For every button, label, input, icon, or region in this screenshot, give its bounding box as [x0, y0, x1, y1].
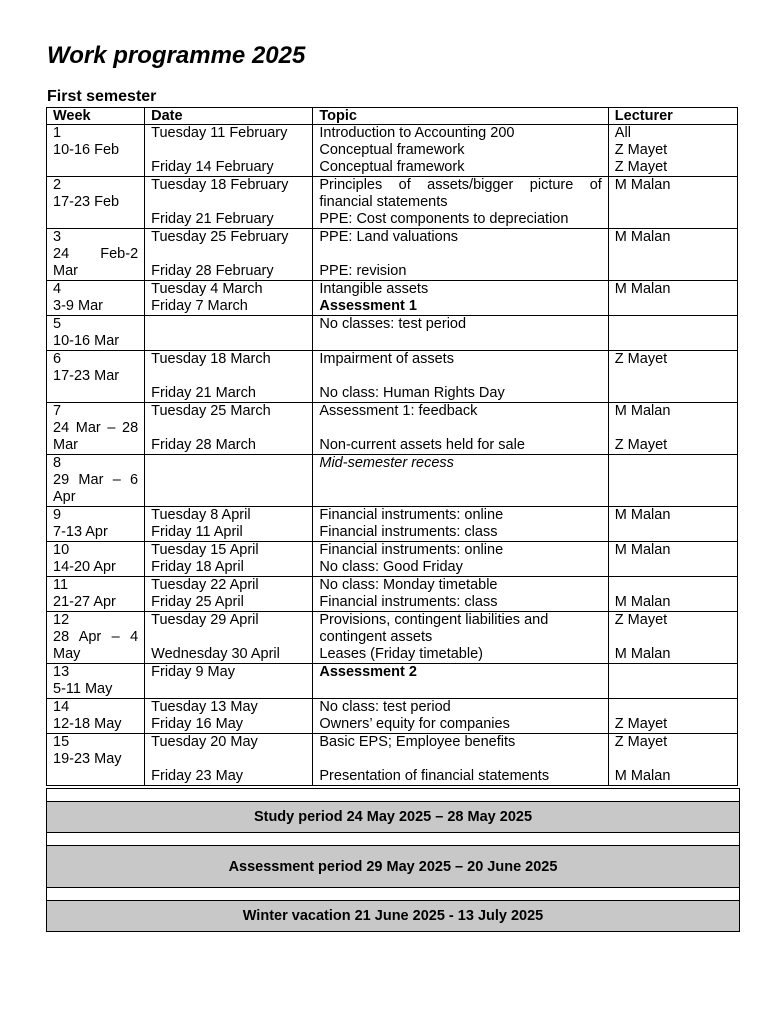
assessment-period: Assessment period 29 May 2025 – 20 June 2025: [47, 846, 740, 888]
date-line: Friday 21 March: [151, 385, 256, 401]
cell-lecturer: [608, 403, 737, 455]
date-line: Tuesday 18 February: [151, 177, 289, 193]
date-line: [151, 629, 306, 646]
table-row: [47, 664, 738, 699]
lecturer-line: [615, 559, 731, 576]
cell-date: [145, 281, 313, 316]
lecturer-line: [615, 194, 731, 211]
cell-week: [47, 316, 145, 351]
topic-line: Basic EPS; Employee benefits: [319, 734, 516, 750]
date-line: Friday 9 May: [151, 664, 235, 680]
lecturer-line: [615, 368, 731, 385]
week-line: 24 Mar – 28: [53, 420, 139, 436]
cell-topic: [313, 455, 608, 507]
date-line: [151, 681, 306, 698]
cell-week: [47, 455, 145, 507]
lecturer-line: [615, 751, 731, 768]
topic-line: PPE: Land valuations: [319, 229, 459, 245]
cell-lecturer: [608, 316, 737, 351]
cell-date: [145, 229, 313, 281]
table-row: [47, 281, 738, 316]
lecturer-line: M Malan: [614, 177, 671, 193]
topic-line: [319, 681, 601, 698]
lecturer-line: Z Mayet: [614, 716, 668, 732]
week-line: 12-18 May: [53, 716, 122, 732]
cell-date: [145, 577, 313, 612]
lecturer-line: Z Mayet: [614, 159, 668, 175]
date-line: [151, 333, 306, 350]
table-row: [47, 699, 738, 734]
week-line: 2: [53, 177, 62, 193]
week-line: 7-13 Apr: [53, 524, 108, 540]
week-line: Mar: [53, 263, 78, 279]
date-line: Tuesday 4 March: [151, 281, 263, 297]
date-line: [151, 472, 306, 489]
week-line: 17-23 Feb: [53, 194, 120, 210]
week-line: [53, 385, 138, 402]
week-line: Apr: [53, 489, 76, 505]
table-header-row: [47, 108, 738, 125]
header-week: Week: [47, 108, 145, 125]
cell-week: [47, 542, 145, 577]
cell-topic: [313, 403, 608, 455]
topic-line: Assessment 1: feedback: [319, 403, 478, 419]
spacer-cell: [47, 888, 740, 901]
week-line: 6: [53, 351, 62, 367]
winter-vacation-row: [47, 901, 740, 932]
lecturer-line: [615, 472, 731, 489]
date-line: Friday 25 April: [151, 594, 244, 610]
week-line: 17-23 Mar: [53, 368, 120, 384]
lecturer-line: [615, 298, 731, 315]
lecturer-line: [615, 577, 731, 594]
date-line: Tuesday 11 February: [151, 125, 288, 141]
date-line: [151, 142, 306, 159]
cell-lecturer: [608, 699, 737, 734]
lecturer-line: [615, 211, 731, 228]
cell-date: [145, 664, 313, 699]
cell-topic: [313, 734, 608, 786]
topic-line: [319, 246, 601, 263]
cell-lecturer: [608, 734, 737, 786]
date-line: Tuesday 8 April: [151, 507, 251, 523]
topic-line: [319, 489, 601, 506]
lecturer-line: M Malan: [614, 646, 671, 662]
topic-line: [319, 368, 601, 385]
table-row: [47, 177, 738, 229]
date-line: Friday 23 May: [151, 768, 244, 784]
topic-line: Assessment 2: [319, 664, 417, 680]
date-line: Friday 16 May: [151, 716, 244, 732]
cell-date: [145, 612, 313, 664]
cell-date: [145, 125, 313, 177]
lecturer-line: All: [614, 125, 631, 141]
cell-week: [47, 577, 145, 612]
cell-week: [47, 281, 145, 316]
date-line: [151, 489, 306, 506]
table-row: [47, 316, 738, 351]
lecturer-line: M Malan: [614, 768, 671, 784]
cell-date: [145, 316, 313, 351]
lecturer-line: [615, 664, 731, 681]
table-row: [47, 229, 738, 281]
cell-week: [47, 507, 145, 542]
topic-line: PPE: Cost components to depreciation: [319, 211, 569, 227]
cell-topic: [313, 699, 608, 734]
lecturer-line: [615, 455, 731, 472]
lecturer-line: [615, 681, 731, 698]
cell-date: [145, 734, 313, 786]
lecturer-line: [615, 489, 731, 506]
cell-date: [145, 177, 313, 229]
week-line: 15: [53, 734, 70, 750]
lecturer-line: [615, 699, 731, 716]
cell-topic: [313, 229, 608, 281]
header-lecturer: Lecturer: [608, 108, 737, 125]
cell-lecturer: [608, 507, 737, 542]
periods-table: [46, 788, 740, 932]
cell-week: [47, 229, 145, 281]
week-line: 29 Mar – 6: [53, 472, 139, 488]
header-topic: Topic: [313, 108, 608, 125]
topic-line: Conceptual framework: [319, 142, 465, 158]
cell-topic: [313, 177, 608, 229]
date-line: Friday 21 February: [151, 211, 274, 227]
cell-lecturer: [608, 177, 737, 229]
topic-line: No class: Monday timetable: [319, 577, 498, 593]
week-line: 19-23 May: [53, 751, 122, 767]
lecturer-line: [615, 524, 731, 541]
cell-date: [145, 507, 313, 542]
cell-topic: [313, 577, 608, 612]
cell-week: [47, 734, 145, 786]
date-line: Tuesday 25 March: [151, 403, 271, 419]
date-line: Friday 28 February: [151, 263, 274, 279]
winter-vacation: Winter vacation 21 June 2025 - 13 July 2025: [47, 901, 740, 932]
date-line: [151, 751, 306, 768]
topic-line: Owners’ equity for companies: [319, 716, 510, 732]
table-row: [47, 577, 738, 612]
date-line: Friday 7 March: [151, 298, 248, 314]
week-line: 12: [53, 612, 70, 628]
lecturer-line: [615, 333, 731, 350]
cell-lecturer: [608, 612, 737, 664]
date-line: [151, 420, 306, 437]
week-line: 10: [53, 542, 70, 558]
week-line: [53, 768, 138, 785]
topic-line: Introduction to Accounting 200: [319, 125, 515, 141]
lecturer-line: Z Mayet: [614, 351, 668, 367]
topic-line: Mid-semester recess: [319, 455, 454, 471]
lecturer-line: [615, 316, 731, 333]
lecturer-line: [615, 420, 731, 437]
week-line: 10-16 Mar: [53, 333, 120, 349]
lecturer-line: [615, 263, 731, 280]
spacer-cell: [47, 833, 740, 846]
lecturer-line: Z Mayet: [614, 734, 668, 750]
date-line: Tuesday 22 April: [151, 577, 259, 593]
topic-line: Non-current assets held for sale: [319, 437, 525, 453]
table-row: [47, 734, 738, 786]
date-line: [151, 368, 306, 385]
table-row: [47, 403, 738, 455]
cell-lecturer: [608, 281, 737, 316]
cell-topic: [313, 125, 608, 177]
topic-line: No classes: test period: [319, 316, 467, 332]
topic-line: Financial instruments: online: [319, 507, 504, 523]
topic-line: Financial instruments: online: [319, 542, 504, 558]
week-line: 9: [53, 507, 62, 523]
topic-line: [319, 751, 601, 768]
cell-lecturer: [608, 664, 737, 699]
topic-line: No class: Good Friday: [319, 559, 463, 575]
week-line: 11: [53, 577, 69, 593]
topic-line: Financial instruments: class: [319, 594, 498, 610]
spacer-row: [47, 888, 740, 901]
week-line: 8: [53, 455, 62, 471]
cell-date: [145, 351, 313, 403]
lecturer-line: Z Mayet: [614, 142, 668, 158]
week-line: 5: [53, 316, 62, 332]
date-line: Friday 28 March: [151, 437, 256, 453]
lecturer-line: M Malan: [614, 281, 671, 297]
cell-lecturer: [608, 229, 737, 281]
cell-date: [145, 403, 313, 455]
topic-line: Leases (Friday timetable): [319, 646, 483, 662]
week-line: [53, 159, 138, 176]
date-line: Friday 18 April: [151, 559, 244, 575]
lecturer-line: [615, 629, 731, 646]
week-line: 1: [53, 125, 62, 141]
date-line: Tuesday 29 April: [151, 612, 259, 628]
cell-topic: [313, 316, 608, 351]
cell-week: [47, 699, 145, 734]
topic-line: contingent assets: [319, 629, 433, 645]
topic-line: [319, 472, 601, 489]
cell-topic: [313, 351, 608, 403]
topic-line: Assessment 1: [319, 298, 417, 314]
date-line: Friday 14 February: [151, 159, 274, 175]
cell-week: [47, 125, 145, 177]
week-line: 7: [53, 403, 62, 419]
topic-line: Intangible assets: [319, 281, 429, 297]
cell-week: [47, 664, 145, 699]
date-line: [151, 455, 306, 472]
topic-line: Impairment of assets: [319, 351, 454, 367]
cell-date: [145, 455, 313, 507]
date-line: Wednesday 30 April: [151, 646, 280, 662]
date-line: Tuesday 25 February: [151, 229, 289, 245]
topic-line: financial statements: [319, 194, 448, 210]
topic-line: Presentation of financial statements: [319, 768, 550, 784]
topic-line: Provisions, contingent liabilities and: [319, 612, 549, 628]
week-line: 24 Feb-2: [53, 246, 139, 262]
lecturer-line: [615, 385, 731, 402]
topic-line: No class: Human Rights Day: [319, 385, 505, 401]
table-row: [47, 542, 738, 577]
page-title: Work programme 2025: [47, 42, 306, 69]
topic-line: [319, 420, 601, 437]
week-line: 4: [53, 281, 62, 297]
topic-line: [319, 333, 601, 350]
cell-topic: [313, 664, 608, 699]
lecturer-line: Z Mayet: [614, 437, 668, 453]
date-line: Friday 11 April: [151, 524, 243, 540]
date-line: Tuesday 20 May: [151, 734, 258, 750]
date-line: [151, 194, 306, 211]
section-title: First semester: [47, 88, 157, 105]
assessment-period-row: [47, 846, 740, 888]
spacer-cell: [47, 789, 740, 802]
cell-week: [47, 177, 145, 229]
lecturer-line: M Malan: [614, 594, 671, 610]
week-line: 13: [53, 664, 70, 680]
cell-lecturer: [608, 455, 737, 507]
cell-date: [145, 542, 313, 577]
week-line: May: [53, 646, 81, 662]
study-period: Study period 24 May 2025 – 28 May 2025: [47, 802, 740, 833]
cell-week: [47, 403, 145, 455]
study-period-row: [47, 802, 740, 833]
table-row: [47, 612, 738, 664]
cell-topic: [313, 281, 608, 316]
cell-week: [47, 351, 145, 403]
week-line: 10-16 Feb: [53, 142, 120, 158]
week-line: 14: [53, 699, 70, 715]
cell-week: [47, 612, 145, 664]
table-row: [47, 507, 738, 542]
week-line: 5-11 May: [53, 681, 113, 697]
topic-line: Conceptual framework: [319, 159, 465, 175]
date-line: Tuesday 13 May: [151, 699, 258, 715]
cell-date: [145, 699, 313, 734]
week-line: 28 Apr – 4: [53, 629, 139, 645]
topic-line: No class: test period: [319, 699, 451, 715]
cell-lecturer: [608, 542, 737, 577]
cell-lecturer: [608, 577, 737, 612]
week-line: 14-20 Apr: [53, 559, 116, 575]
cell-lecturer: [608, 125, 737, 177]
cell-topic: [313, 507, 608, 542]
week-line: Mar: [53, 437, 78, 453]
lecturer-line: M Malan: [614, 542, 671, 558]
week-line: [53, 211, 138, 228]
schedule-table: [46, 107, 738, 786]
cell-lecturer: [608, 351, 737, 403]
header-date: Date: [145, 108, 313, 125]
topic-line: PPE: revision: [319, 263, 407, 279]
date-line: [151, 246, 306, 263]
week-line: 21-27 Apr: [53, 594, 116, 610]
lecturer-line: M Malan: [614, 403, 671, 419]
spacer-row: [47, 833, 740, 846]
lecturer-line: M Malan: [614, 229, 671, 245]
lecturer-line: Z Mayet: [614, 612, 668, 628]
spacer-row: [47, 789, 740, 802]
date-line: [151, 316, 306, 333]
lecturer-line: [615, 246, 731, 263]
date-line: Tuesday 15 April: [151, 542, 259, 558]
table-row: [47, 455, 738, 507]
week-line: 3-9 Mar: [53, 298, 103, 314]
topic-line: Financial instruments: class: [319, 524, 498, 540]
week-line: 3: [53, 229, 62, 245]
cell-topic: [313, 612, 608, 664]
table-row: [47, 125, 738, 177]
topic-line: Principles of assets/bigger picture of: [319, 177, 602, 193]
date-line: Tuesday 18 March: [151, 351, 271, 367]
table-row: [47, 351, 738, 403]
cell-topic: [313, 542, 608, 577]
lecturer-line: M Malan: [614, 507, 671, 523]
